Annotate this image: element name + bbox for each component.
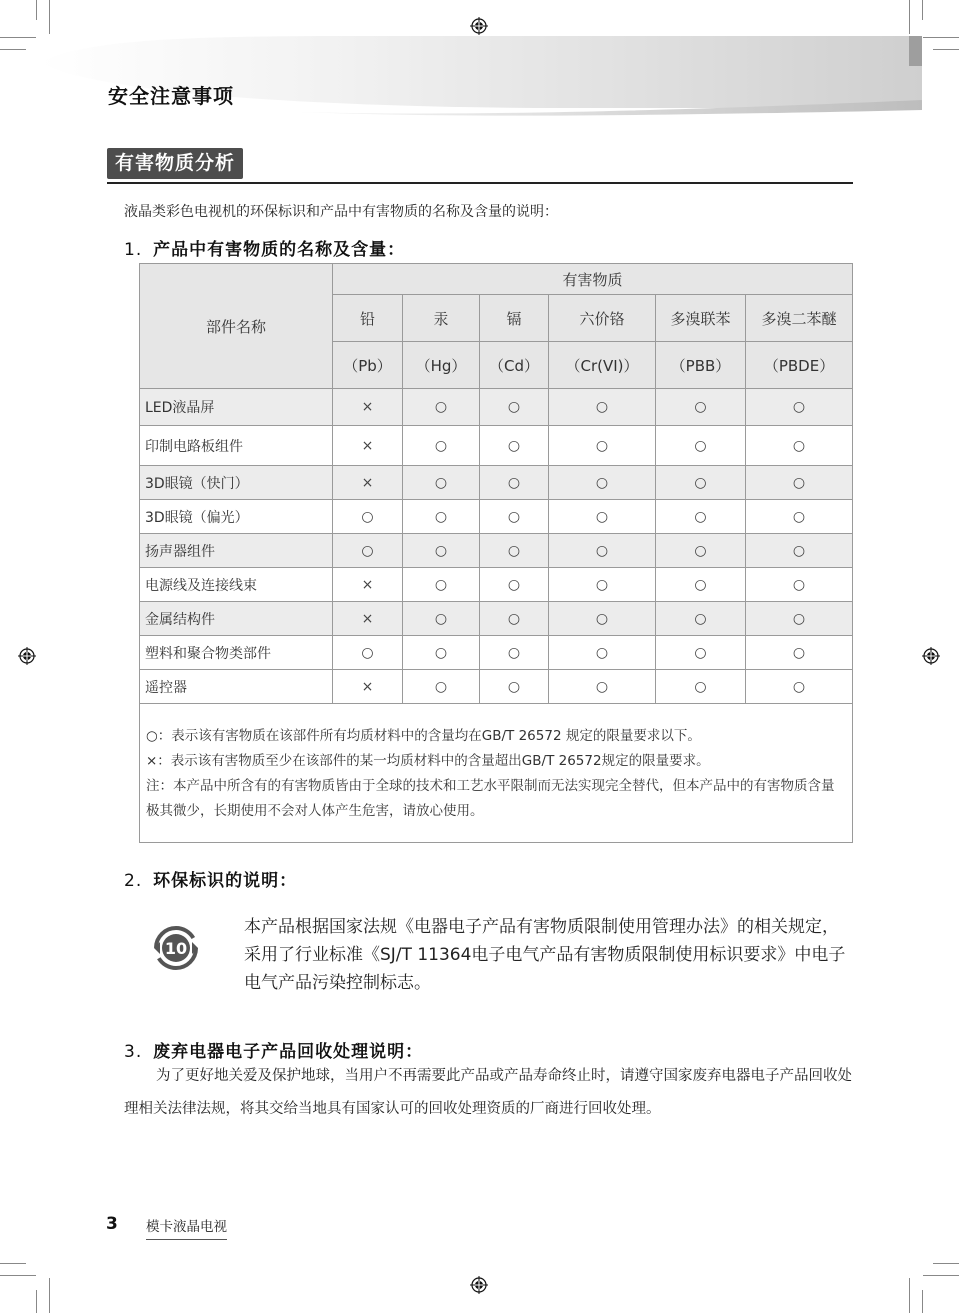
substance-name: 铅	[333, 295, 403, 342]
substance-mark-cell: ○	[403, 568, 480, 602]
substance-mark-cell: ×	[333, 568, 403, 602]
substance-name: 多溴联苯	[656, 295, 746, 342]
eco-logo-number: 10	[164, 939, 188, 958]
part-name-cell: LED液晶屏	[140, 389, 333, 426]
substance-mark-cell: ×	[333, 389, 403, 426]
substance-name: 多溴二苯醚	[746, 295, 853, 342]
substance-symbol: （Hg）	[403, 342, 480, 389]
table-row	[140, 389, 853, 426]
substance-mark-cell: ○	[333, 500, 403, 534]
substance-symbol: （Cr(VI)）	[549, 342, 656, 389]
substance-mark-cell: ×	[333, 670, 403, 704]
subsection-heading-1	[124, 235, 405, 260]
substance-mark-cell: ○	[656, 670, 746, 704]
substance-symbol: （Cd）	[480, 342, 549, 389]
substance-mark-cell: ○	[403, 534, 480, 568]
substance-mark-cell: ○	[549, 568, 656, 602]
part-name-cell: 塑料和聚合物类部件	[140, 636, 333, 670]
substance-mark-cell: ○	[549, 534, 656, 568]
crop-mark	[909, 1278, 910, 1313]
table-row	[140, 670, 853, 704]
subsection-heading-3	[124, 1037, 423, 1062]
part-name-cell: 遥控器	[140, 670, 333, 704]
table-row	[140, 602, 853, 636]
subsection-number: 3.	[124, 1042, 143, 1062]
page-number: 3	[106, 1214, 118, 1234]
substance-mark-cell: ○	[656, 534, 746, 568]
substance-mark-cell: ○	[656, 636, 746, 670]
substance-mark-cell: ○	[480, 426, 549, 466]
table-row	[140, 636, 853, 670]
substance-mark-cell: ○	[656, 466, 746, 500]
substance-mark-cell: ○	[746, 466, 853, 500]
subsection-heading-2	[124, 866, 297, 891]
table-row	[140, 534, 853, 568]
substance-mark-cell: ○	[549, 670, 656, 704]
substance-mark-cell: ○	[549, 500, 656, 534]
substance-symbol: （Pb）	[333, 342, 403, 389]
eco-label-text: 本产品根据国家法规《电器电子产品有害物质限制使用管理办法》的相关规定，采用了行业标准《SJ/T 11364电子电气产品有害物质限制使用标识要求》中电子电气产品污染控制标志。	[244, 917, 846, 993]
note-line: ×：表示该有害物质至少在该部件的某一均质材料中的含量超出GB/T 26572规定的限量要求。	[146, 753, 710, 769]
substance-mark-cell: ○	[403, 389, 480, 426]
substance-symbol: （PBDE）	[746, 342, 853, 389]
substance-mark-cell: ○	[549, 466, 656, 500]
substance-mark-cell: ×	[333, 426, 403, 466]
part-name-cell: 3D眼镜（快门）	[140, 466, 333, 500]
subsection-number: 2.	[124, 871, 143, 891]
part-name-cell: 金属结构件	[140, 602, 333, 636]
note-line: 注：本产品中所含有的有害物质皆由于全球的技术和工艺水平限制而无法实现完全替代，但本产品中的有害物质含量极其微少，长期使用不会对人体产生危害，请放心使用。	[146, 778, 835, 819]
part-name-cell: 印制电路板组件	[140, 426, 333, 466]
crop-mark	[922, 1290, 923, 1313]
substance-name: 镉	[480, 295, 549, 342]
substance-mark-cell: ○	[549, 389, 656, 426]
substance-mark-cell: ○	[480, 602, 549, 636]
table-row	[140, 426, 853, 466]
substance-name: 汞	[403, 295, 480, 342]
substance-mark-cell: ○	[480, 466, 549, 500]
subsection-title: 废弃电器电子产品回收处理说明：	[153, 1042, 424, 1062]
substance-mark-cell: ○	[549, 426, 656, 466]
substance-mark-cell: ○	[549, 602, 656, 636]
substance-mark-cell: ○	[333, 534, 403, 568]
substance-mark-cell: ○	[480, 534, 549, 568]
part-name-cell: 电源线及连接线束	[140, 568, 333, 602]
substance-mark-cell: ○	[746, 670, 853, 704]
substance-mark-cell: ○	[746, 500, 853, 534]
recycle-text: 为了更好地关爱及保护地球，当用户不再需要此产品或产品寿命终止时，请遵守国家废弃电器电子产品回收处理相关法律法规，将其交给当地具有国家认可的回收处理资质的厂商进行回收处理。	[124, 1068, 852, 1117]
substance-mark-cell: ○	[746, 534, 853, 568]
section-heading: 有害物质分析	[107, 148, 243, 179]
substance-mark-cell: ○	[480, 500, 549, 534]
part-name-header: 部件名称	[140, 264, 333, 389]
table-row	[140, 568, 853, 602]
substance-name: 六价铬	[549, 295, 656, 342]
subsection-title: 产品中有害物质的名称及含量：	[153, 240, 406, 260]
subsection-number: 1.	[124, 240, 143, 260]
subsection-title: 环保标识的说明：	[153, 871, 298, 891]
substance-mark-cell: ○	[746, 568, 853, 602]
substance-mark-cell: ×	[333, 466, 403, 500]
intro-text: 液晶类彩色电视机的环保标识和产品中有害物质的名称及含量的说明：	[124, 204, 558, 220]
part-name-cell: 扬声器组件	[140, 534, 333, 568]
crop-mark	[0, 1275, 36, 1276]
registration-mark-icon	[18, 647, 36, 665]
footer-brand: 模卡液晶电视	[146, 1215, 227, 1240]
header-swoosh-graphic	[0, 0, 959, 130]
substance-mark-cell: ○	[403, 466, 480, 500]
substance-mark-cell: ○	[403, 602, 480, 636]
substance-mark-cell: ○	[746, 426, 853, 466]
crop-mark	[0, 1263, 26, 1264]
substance-symbol: （PBB）	[656, 342, 746, 389]
substance-mark-cell: ○	[480, 670, 549, 704]
substance-mark-cell: ×	[333, 602, 403, 636]
substance-mark-cell: ○	[746, 602, 853, 636]
crop-mark	[933, 1263, 959, 1264]
crop-mark	[36, 1290, 37, 1313]
crop-mark	[49, 1278, 50, 1313]
section-divider	[107, 182, 853, 184]
substance-mark-cell: ○	[333, 636, 403, 670]
substance-mark-cell: ○	[403, 500, 480, 534]
eco-period-logo-icon	[150, 922, 202, 974]
substance-mark-cell: ○	[746, 636, 853, 670]
table-row	[140, 466, 853, 500]
registration-mark-icon	[470, 1276, 488, 1294]
substance-mark-cell: ○	[480, 389, 549, 426]
substance-mark-cell: ○	[656, 389, 746, 426]
table-notes	[140, 704, 853, 843]
substance-mark-cell: ○	[746, 389, 853, 426]
substance-mark-cell: ○	[403, 636, 480, 670]
substance-mark-cell: ○	[656, 602, 746, 636]
part-name-cell: 3D眼镜（偏光）	[140, 500, 333, 534]
hazard-substance-table	[139, 263, 853, 843]
substance-mark-cell: ○	[403, 426, 480, 466]
note-line: ○：表示该有害物质在该部件所有均质材料中的含量均在GB/T 26572 规定的限量要求以下。	[146, 728, 701, 744]
page-section-title: 安全注意事项	[108, 84, 234, 108]
substance-mark-cell: ○	[656, 568, 746, 602]
substance-mark-cell: ○	[656, 500, 746, 534]
substance-mark-cell: ○	[480, 636, 549, 670]
table-row	[140, 500, 853, 534]
substance-mark-cell: ○	[403, 670, 480, 704]
substance-mark-cell: ○	[480, 568, 549, 602]
registration-mark-icon	[922, 647, 940, 665]
substance-group-header: 有害物质	[333, 264, 853, 295]
substance-mark-cell: ○	[549, 636, 656, 670]
crop-mark	[923, 1275, 959, 1276]
substance-mark-cell: ○	[656, 426, 746, 466]
